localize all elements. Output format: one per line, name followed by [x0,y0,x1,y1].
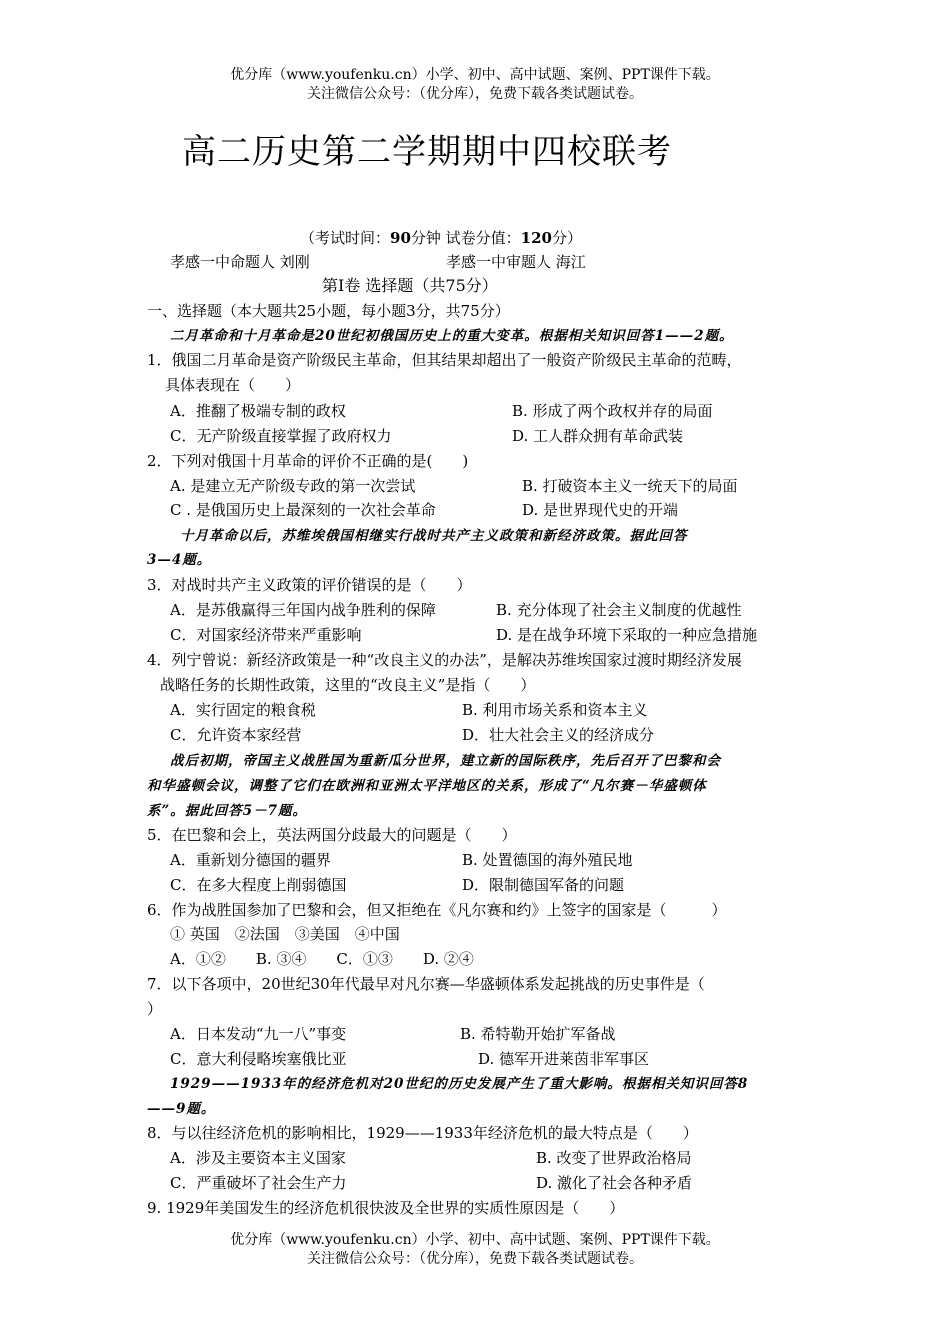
intro-4-line-2: ——9题。 [147,1101,216,1117]
q2-option-a: A. 是建立无产阶级专政的第一次尝试 [170,477,416,495]
q8-stem: 8．与以往经济危机的影响相比，1929——1933年经济危机的最大特点是（ ） [147,1124,698,1142]
q8-option-a: A．涉及主要资本主义国家 [170,1149,346,1167]
q7-option-c: C．意大利侵略埃塞俄比亚 [170,1050,347,1068]
q6-options: A．①② B. ③④ C．①③ D. ②④ [170,950,474,968]
q1-option-b: B. 形成了两个政权并存的局面 [512,402,713,420]
exam-score-value: 120 [520,229,552,247]
exam-info [300,228,582,248]
header-line-2: 关注微信公众号：（优分库），免费下载各类试题试卷。 [307,86,643,102]
q2-stem: 2．下列对俄国十月革命的评价不正确的是( ) [147,452,469,470]
intro-2-line-1: 十月革命以后，苏维埃俄国相继实行战时共产主义政策和新经济政策。据此回答 [180,528,688,544]
author-right: 孝感一中审题人 海江 [446,253,586,271]
q3-option-b: B. 充分体现了社会主义制度的优越性 [496,601,742,619]
q1-stem-1: 1．俄国二月革命是资产阶级民主革命，但其结果却超出了一般资产阶级民主革命的范畴， [147,351,742,369]
q3-stem: 3．对战时共产主义政策的评价错误的是（ ） [147,576,472,594]
q8-option-b: B. 改变了世界政治格局 [536,1149,692,1167]
q7-option-d: D. 德军开进莱茵非军事区 [478,1050,650,1068]
q1-option-c: C．无产阶级直接掌握了政府权力 [170,427,392,445]
part-title: 一、选择题（本大题共25小题，每小题3分，共75分） [147,302,510,320]
q5-option-d: D．限制德国军备的问题 [462,876,625,894]
q1-stem-2: 具体表现在（ ） [165,376,301,394]
q4-option-b: B. 利用市场关系和资本主义 [462,701,648,719]
q9-stem: 9. 1929年美国发生的经济危机很快波及全世界的实质性原因是（ ） [147,1199,625,1217]
q3-option-c: C．对国家经济带来严重影响 [170,626,362,644]
exam-score-unit: 分） [551,229,582,247]
q5-option-a: A．重新划分德国的疆界 [170,851,331,869]
q8-option-d: D. 激化了社会各种矛盾 [536,1174,693,1192]
q7-stem-2: ） [147,1000,163,1018]
footer-line-2: 关注微信公众号：（优分库），免费下载各类试题试卷。 [307,1251,643,1267]
exam-time-label: （考试时间： [300,229,391,247]
q6-stem: 6．作为战胜国参加了巴黎和会，但又拒绝在《凡尔赛和约》上签字的国家是（ ） [147,901,727,919]
q4-option-a: A．实行固定的粮食税 [170,701,316,719]
q6-items: ① 英国 ②法国 ③美国 ④中国 [170,925,400,943]
exam-time-unit: 分钟 试卷分值： [410,229,521,247]
q2-option-c: C . 是俄国历史上最深刻的一次社会革命 [170,501,436,519]
q3-option-a: A．是苏俄赢得三年国内战争胜利的保障 [170,601,436,619]
q7-stem-1: 7．以下各项中，20世纪30年代最早对凡尔赛—华盛顿体系发起挑战的历史事件是（ [147,975,705,993]
q1-option-a: A．推翻了极端专制的政权 [170,402,346,420]
q2-option-d: D. 是世界现代史的开端 [522,501,679,519]
q4-option-c: C．允许资本家经营 [170,726,302,744]
intro-3-line-3: 系”。据此回答5－7题。 [147,803,308,819]
q5-option-c: C．在多大程度上削弱德国 [170,876,347,894]
q4-option-d: D．壮大社会主义的经济成分 [462,726,655,744]
intro-1: 二月革命和十月革命是20世纪初俄国历史上的重大变革。根据相关知识回答1——2题。 [170,328,734,344]
q4-stem-2: 战略任务的长期性政策，这里的“改良主义”是指（ ） [160,676,536,694]
section-title: 第Ⅰ卷 选择题（共75分） [322,276,498,295]
q7-option-a: A．日本发动“九一八”事变 [170,1025,347,1043]
q8-option-c: C．严重破坏了社会生产力 [170,1174,347,1192]
q5-option-b: B. 处置德国的海外殖民地 [462,851,633,869]
header-line-1: 优分库（www.youfenku.cn）小学、初中、高中试题、案例、PPT课件下载。 [230,67,720,83]
q3-option-d: D. 是在战争环境下采取的一种应急措施 [496,626,758,644]
q5-stem: 5．在巴黎和会上，英法两国分歧最大的问题是（ ） [147,826,517,844]
intro-4-line-1: 1929——1933年的经济危机对20世纪的历史发展产生了重大影响。根据相关知识回答8 [170,1076,749,1092]
q1-option-d: D. 工人群众拥有革命武装 [512,427,684,445]
q2-option-b: B. 打破资本主义一统天下的局面 [522,477,738,495]
page-title: 高二历史第二学期期中四校联考 [182,132,672,172]
intro-2-line-2: 3—4题。 [147,552,212,568]
author-left: 孝感一中命题人 刘刚 [170,253,310,271]
intro-3-line-1: 战后初期，帝国主义战胜国为重新瓜分世界，建立新的国际秩序，先后召开了巴黎和会 [170,753,721,769]
q7-option-b: B. 希特勒开始扩军备战 [460,1025,616,1043]
q4-stem-1: 4．列宁曾说：新经济政策是一种“改良主义的办法”，是解决苏维埃国家过渡时期经济发展 [147,651,742,669]
exam-time-value: 90 [390,229,411,247]
intro-3-line-2: 和华盛顿会议，调整了它们在欧洲和亚洲太平洋地区的关系，形成了“凡尔赛－华盛顿体 [147,778,707,794]
footer-line-1: 优分库（www.youfenku.cn）小学、初中、高中试题、案例、PPT课件下载。 [230,1232,720,1248]
